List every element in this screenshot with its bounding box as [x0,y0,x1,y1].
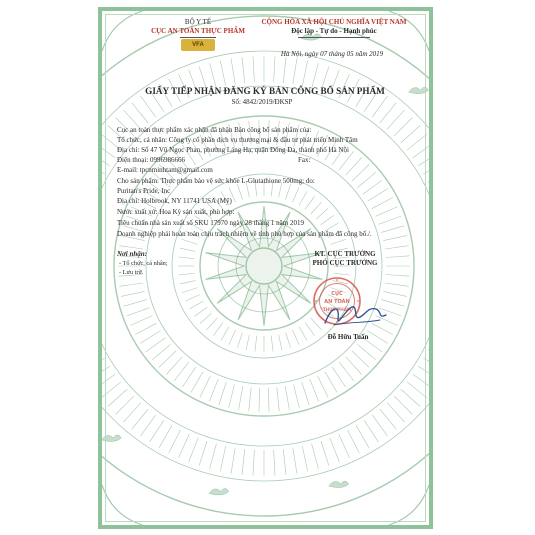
handwritten-signature [320,297,390,333]
manufacturer-line: Puritan's Pride, Inc [117,187,171,195]
manufacturer-address-line: Địa chỉ: Holbrook, NY 11741 USA (Mỹ) [117,197,232,205]
signer-role-1: KT. CỤC TRƯỞNG [314,250,376,258]
address-line: Địa chỉ: Số 47 Vũ Ngọc Phan, phường Láng Hạ, quận Đống Đa, thành phố Hà Nội [117,146,349,154]
signer-role-2: PHÓ CỤC TRƯỞNG [312,259,378,267]
recipients-label: Nơi nhận: [117,250,148,258]
national-motto: Độc lập - Tự do - Hạnh phúc [291,27,377,35]
place-and-date: Hà Nội, ngày 07 tháng 05 năm 2019 [280,50,384,58]
stamp-text-3: THỰC PHẨM [322,307,352,312]
phone-line: Điện thoại: 0996986666 [117,156,186,164]
product-line: Cho sản phẩm: Thực phẩm bảo vệ sức khỏe L-Glutathione 500mg; do: [117,177,315,185]
motto-underline [298,37,370,38]
stamp-text-2: AN TOÀN [324,299,350,305]
stamp-text-1: CỤC [331,291,343,297]
email-line: E-mail: tpcnminhtam@gmail.com [117,166,213,174]
document-number: Số: 4842/2019/ĐKSP [231,98,293,106]
ministry-name: BỘ Y TẾ [184,18,212,26]
vfa-logo: VFA [181,39,215,51]
signer-name: Đỗ Hữu Tuấn [327,333,369,341]
commitment-line: Doanh nghiệp phải hoàn toàn chịu trách nhiệm về tính phù hợp của sản phẩm đã công bố./. [117,230,372,238]
recipient-item: - Lưu trữ. [119,269,144,276]
origin-line: Nước xuất xứ: Hoa Kỳ sản xuất, phù hợp: [117,208,235,216]
fax-line: Fax: [298,156,311,164]
recipient-item: - Tổ chức, cá nhân; [119,260,168,267]
agency-underline [180,37,216,38]
organization-line: Tổ chức, cá nhân: Công ty cổ phần dịch vụ thương mại & đầu tư phát triển Minh Tâm [117,136,358,144]
certificate-page [98,7,433,529]
standard-line: Tiêu chuẩn nhà sản xuất số SKU 17970 ngày 28 tháng 1 năm 2019 [117,219,304,227]
agency-name: CỤC AN TOÀN THỰC PHẨM [151,27,245,35]
nation-name: CỘNG HÒA XÃ HỘI CHỦ NGHĨA VIỆT NAM [261,18,407,26]
document-title: GIẤY TIẾP NHẬN ĐĂNG KÝ BẢN CÔNG BỐ SẢN PHẨM [145,86,385,96]
intro-line: Cục an toàn thực phẩm xác nhận đã nhận Bản công bố sản phẩm của: [117,126,312,134]
